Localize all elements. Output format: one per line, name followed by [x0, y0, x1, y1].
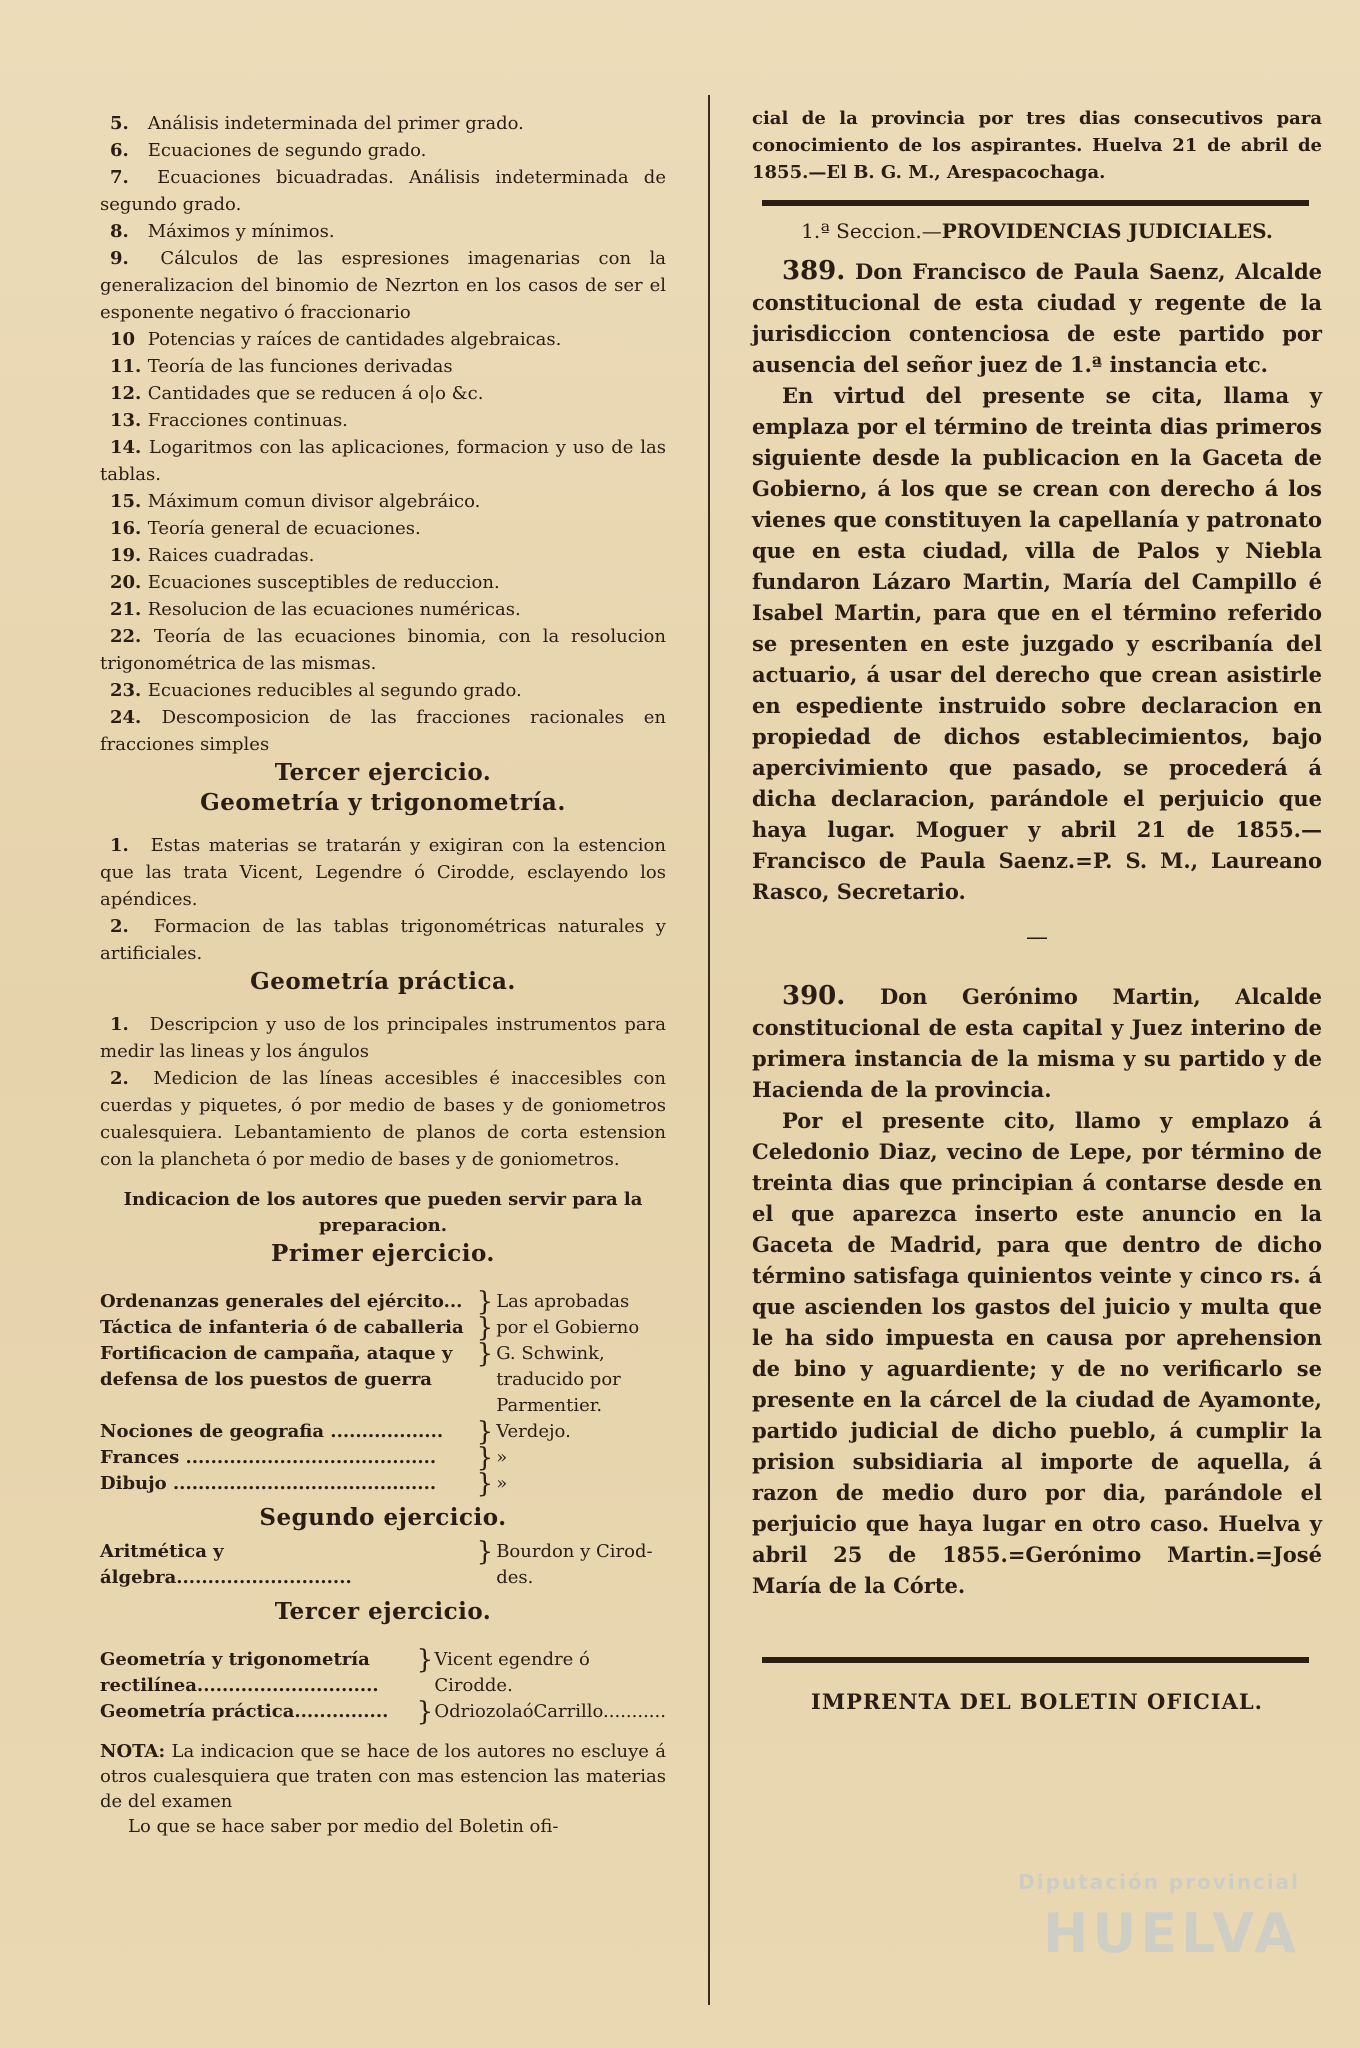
brace-glyph: } — [476, 1313, 494, 1343]
geometry-item — [100, 913, 666, 967]
algebra-item-text: Descomposicion de las fracciones racionales en fracciones simples — [100, 707, 666, 755]
algebra-item — [100, 515, 666, 542]
author-row — [100, 1419, 666, 1445]
algebra-item — [100, 677, 666, 704]
algebra-item-number: 16. — [110, 518, 142, 539]
algebra-item-text: Máximos y mínimos. — [147, 221, 335, 242]
author-row-subject: Geometría práctica............... — [100, 1701, 389, 1722]
nota-end: Lo que se hace saber por medio del Boletin ofi- — [128, 1816, 559, 1837]
nota-paragraph — [100, 1739, 666, 1814]
author-row — [100, 1699, 666, 1725]
nota-text: La indicacion que se hace de los autores no escluye á otros cualesquiera que traten con mas estencion las materias de del examen — [100, 1741, 666, 1812]
algebra-item-number: 7. — [110, 167, 129, 188]
top-rule — [762, 200, 1309, 206]
algebra-item-text: Máximum comun divisor algebráico. — [147, 491, 481, 512]
algebra-item — [100, 137, 666, 164]
segundo-authors-table — [100, 1539, 666, 1591]
brace-glyph: } — [476, 1537, 494, 1567]
algebra-item-text: Ecuaciones de segundo grado. — [147, 140, 427, 161]
notice-separator: — — [1026, 925, 1048, 950]
algebra-item — [100, 245, 666, 326]
algebra-item — [100, 434, 666, 488]
algebra-item — [100, 407, 666, 434]
algebra-item-text: Resolucion de las ecuaciones numéricas. — [147, 599, 521, 620]
author-row-subject: Dibujo .......................................... — [100, 1473, 437, 1494]
author-row-subject: Fortificacion de campaña, ataque y defensa de los puestos de guerra — [100, 1343, 453, 1390]
notice-390-head — [752, 981, 1322, 1105]
algebra-topic-list — [100, 110, 666, 758]
author-row — [100, 1315, 666, 1341]
author-row-author: Las aprobadas — [496, 1291, 630, 1312]
primer-authors-table — [100, 1289, 666, 1497]
author-row-author: G. Schwink, traducido por Parmentier. — [496, 1343, 621, 1416]
algebra-item-text: Teoría de las funciones derivadas — [147, 356, 453, 377]
geometry-item-number: 1. — [110, 835, 129, 856]
author-row-subject: Frances ........................................ — [100, 1447, 437, 1468]
notice-389-body: En virtud del presente se cita, llama y emplaza por el término de treinta dias primeros siguiente desde la publicacion en la Gaceta de Gobierno, á los que se crean con derecho á los vienes que constituyen la capellanía y patronato que en esta ciudad, villa de Palos y Niebla fundaron Lázaro Martin, María del Campillo é Isabel Martin, para que en el término referido se presenten en este juzgado y escribanía del actuario, á usar del derecho que crean asistirle en espediente instruido sobre declaracion en propiedad de dichos establecimientos, bajo apercivimiento que pasado, se procederá á dicha declaracion, parándole el perjuicio que haya lugar. Moguer y abril 21 de 1855.—Francisco de Paula Saenz.=P. S. M., Laureano Rasco, Secretario. — [752, 383, 1322, 904]
section-title: PROVIDENCIAS JUDICIALES. — [941, 219, 1273, 243]
practica-item — [100, 1011, 666, 1065]
algebra-item-number: 14. — [110, 437, 142, 458]
algebra-item — [100, 326, 666, 353]
algebra-item — [100, 596, 666, 623]
geometry-item — [100, 832, 666, 913]
notice-390-number: 390. — [782, 981, 846, 1011]
algebra-item-text: Teoría general de ecuaciones. — [147, 518, 421, 539]
author-row-subject: Aritmética y álgebra............................ — [100, 1541, 352, 1588]
author-row — [100, 1341, 666, 1419]
left-column — [100, 110, 666, 1839]
algebra-item — [100, 380, 666, 407]
geometry-item-text: Estas materias se tratarán y exigiran con la estencion que las trata Vicent, Legendre ó Cirodde, esclayendo los apéndices. — [100, 835, 666, 910]
author-row-author: por el Gobierno — [496, 1317, 640, 1338]
notice-390-heading: Don Gerónimo Martin, Alcalde constitucional de esta capital y Juez interino de primera instancia de la misma y su partido y de Hacienda de la provincia. — [752, 984, 1322, 1102]
geometry-item-number: 2. — [110, 916, 129, 937]
algebra-item-text: Cálculos de las espresiones imagenarias con la generalizacion del binomio de Nezrton en los casos de ser el esponente negativo ó fraccionario — [100, 248, 666, 323]
brace-glyph: } — [476, 1443, 494, 1473]
algebra-item — [100, 569, 666, 596]
algebra-item-number: 10 — [110, 329, 136, 350]
algebra-item — [100, 542, 666, 569]
brace-glyph: } — [416, 1645, 434, 1675]
tercer-authors-table — [100, 1647, 666, 1725]
bottom-rule — [762, 1657, 1309, 1663]
tercer-ejercicio-title: Tercer ejercicio. — [274, 759, 492, 786]
notice-389-head — [752, 256, 1322, 380]
algebra-item-number: 20. — [110, 572, 142, 593]
section-label: 1.ª Seccion.— — [801, 219, 942, 243]
author-row-subject: Ordenanzas generales del ejército... — [100, 1291, 463, 1312]
algebra-item-number: 21. — [110, 599, 142, 620]
section-heading — [752, 216, 1322, 246]
watermark-main: HUELVA — [1043, 1902, 1300, 1965]
algebra-item — [100, 353, 666, 380]
watermark-sub: Diputación provincial — [1018, 1870, 1300, 1894]
archive-watermark — [960, 1870, 1300, 2010]
notice-390-body: Por el presente cito, llamo y emplazo á Celedonio Diaz, vecino de Lepe, por término de treinta dias que principian á contarse desde en el que aparezca inserto este anuncio en la Gaceta de Madrid, para que dentro de dicho término satisfaga quinientos veinte y cinco rs. á que ascienden los gastos del juicio y multa que le ha sido impuesta en causa por aprehension de bino y aguardiente; y de no verificarlo se presente en la cárcel de la ciudad de Ayamonte, partido judicial de dicho pueblo, á cumplir la prision subsidiaria al importe de aquella, á razon de medio duro por dia, parándole el perjuicio que haya lugar en otro caso. Huelva y abril 25 de 1855.=Gerónimo Martin.=José María de la Córte. — [752, 1108, 1322, 1598]
algebra-item-text: Raices cuadradas. — [147, 545, 315, 566]
author-row-author: OdriozolaóCarrillo........... — [434, 1701, 666, 1722]
algebra-item — [100, 704, 666, 758]
brace-glyph: } — [476, 1417, 494, 1447]
tercer-ejercicio-title-2: Tercer ejercicio. — [274, 1598, 492, 1625]
practica-item-text: Descripcion y uso de los principales instrumentos para medir las lineas y los ángulos — [100, 1014, 666, 1062]
nota-label: NOTA: — [100, 1741, 166, 1762]
algebra-item-number: 24. — [110, 707, 142, 728]
author-row-subject: Geometría y trigonometría rectilínea............................. — [100, 1649, 379, 1696]
column-divider — [708, 95, 710, 2005]
top-continuation: cial de la provincia por tres dias consecutivos para conocimiento de los aspirantes. Huelva 21 de abril de 1855.—El B. G. M., Arespacochaga. — [752, 108, 1322, 183]
algebra-item-number: 15. — [110, 491, 142, 512]
algebra-item-text: Logaritmos con las aplicaciones, formacion y uso de las tablas. — [100, 437, 666, 485]
geometry-topic-list — [100, 832, 666, 967]
geometria-title: Geometría y trigonometría. — [200, 789, 566, 816]
author-row — [100, 1647, 666, 1699]
geometria-practica-title: Geometría práctica. — [250, 968, 516, 995]
author-row-author: » — [496, 1473, 508, 1494]
algebra-item-number: 9. — [110, 248, 129, 269]
algebra-item-number: 12. — [110, 383, 142, 404]
practica-item-number: 2. — [110, 1068, 129, 1089]
author-row-author: » — [496, 1447, 508, 1468]
algebra-item-number: 5. — [110, 113, 129, 134]
practical-geometry-list — [100, 1011, 666, 1173]
algebra-item-text: Teoría de las ecuaciones binomia, con la resolucion trigonométrica de las mismas. — [100, 626, 666, 674]
notice-389-number: 389. — [782, 256, 846, 286]
algebra-item-number: 11. — [110, 356, 142, 377]
practica-item — [100, 1065, 666, 1173]
author-row-subject: Táctica de infanteria ó de caballeria — [100, 1317, 464, 1338]
imprenta-footer: IMPRENTA DEL BOLETIN OFICIAL. — [811, 1689, 1263, 1714]
author-row — [100, 1539, 666, 1591]
brace-glyph: } — [476, 1287, 494, 1317]
algebra-item — [100, 623, 666, 677]
algebra-item-number: 13. — [110, 410, 142, 431]
author-row-author: Verdejo. — [496, 1421, 571, 1442]
algebra-item — [100, 164, 666, 218]
algebra-item-text: Ecuaciones reducibles al segundo grado. — [147, 680, 522, 701]
practica-item-number: 1. — [110, 1014, 129, 1035]
algebra-item — [100, 488, 666, 515]
algebra-item-number: 22. — [110, 626, 142, 647]
segundo-ejercicio-title: Segundo ejercicio. — [259, 1504, 507, 1531]
algebra-item-text: Análisis indeterminada del primer grado. — [147, 113, 524, 134]
algebra-item-text: Potencias y raíces de cantidades algebraicas. — [147, 329, 562, 350]
brace-glyph: } — [476, 1469, 494, 1499]
algebra-item-text: Ecuaciones bicuadradas. Análisis indeterminada de segundo grado. — [100, 167, 666, 215]
algebra-item-number: 6. — [110, 140, 129, 161]
author-row — [100, 1445, 666, 1471]
brace-glyph: } — [476, 1339, 494, 1369]
author-row — [100, 1471, 666, 1497]
indicacion-autores: Indicacion de los autores que pueden servir para la preparacion. — [123, 1189, 643, 1236]
algebra-item — [100, 110, 666, 137]
notice-389-heading: Don Francisco de Paula Saenz, Alcalde constitucional de esta ciudad y regente de la jurisdiccion contenciosa de este partido por ausencia del señor juez de 1.ª instancia etc. — [752, 259, 1322, 377]
geometry-item-text: Formacion de las tablas trigonométricas naturales y artificiales. — [100, 916, 666, 964]
algebra-item — [100, 218, 666, 245]
algebra-item-text: Cantidades que se reducen á o|o &c. — [147, 383, 484, 404]
author-row-author: Vicent egendre ó Cirodde. — [434, 1649, 590, 1696]
author-row-subject: Nociones de geografia .................. — [100, 1421, 444, 1442]
primer-ejercicio-title: Primer ejercicio. — [271, 1240, 495, 1267]
algebra-item-text: Ecuaciones susceptibles de reduccion. — [147, 572, 500, 593]
author-row-author: Bourdon y Cirod-des. — [496, 1541, 653, 1588]
brace-glyph: } — [416, 1697, 434, 1727]
algebra-item-number: 19. — [110, 545, 142, 566]
algebra-item-text: Fracciones continuas. — [147, 410, 348, 431]
algebra-item-number: 23. — [110, 680, 142, 701]
algebra-item-number: 8. — [110, 221, 129, 242]
right-column — [752, 105, 1322, 1735]
practica-item-text: Medicion de las líneas accesibles é inaccesibles con cuerdas y piquetes, ó por medio de bases y de goniometros cualesquiera. Lebantamiento de planos de corta estension con la plancheta ó por medio de bases y de goniometros. — [100, 1068, 666, 1170]
author-row — [100, 1289, 666, 1315]
